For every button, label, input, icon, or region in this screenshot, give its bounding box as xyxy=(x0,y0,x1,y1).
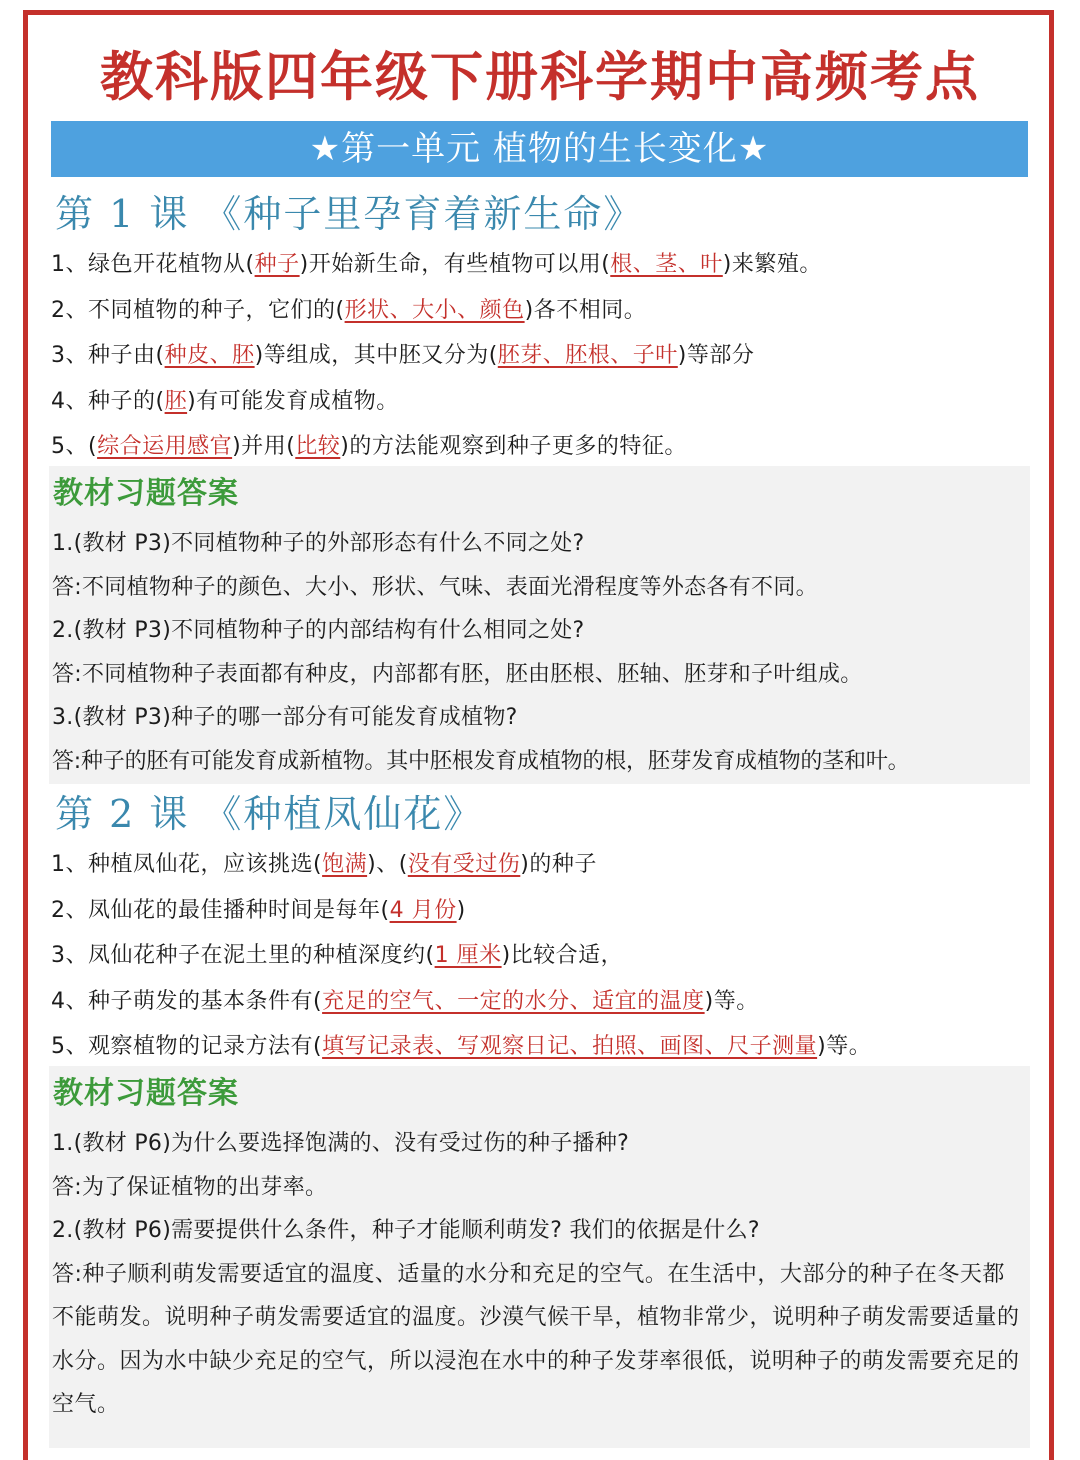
point-text: 2、不同植物的种子，它们的( xyxy=(51,297,345,323)
point-text: )等部分 xyxy=(677,343,755,368)
lesson-2-point-3 xyxy=(51,933,1028,979)
point-text: 3、凤仙花种子在泥土里的种植深度约( xyxy=(51,943,435,968)
page-title: 教科版四年级下册科学期中高频考点 xyxy=(100,47,980,108)
lesson-2-title: 第 2 课 《种植凤仙花》 xyxy=(55,792,484,836)
point-text: )有可能发育成植物。 xyxy=(187,388,399,414)
answer-blank: 比较 xyxy=(295,434,341,459)
lesson-2-exercise-panel xyxy=(49,1066,1030,1448)
lesson-1-section xyxy=(51,186,1028,470)
lesson-2-point-1 xyxy=(51,842,1028,888)
answer-blank: 根、茎、叶 xyxy=(610,252,723,277)
point-text: 4、种子萌发的基本条件有( xyxy=(51,988,323,1014)
exercise-question: 2.(教材 P6)需要提供什么条件，种子才能顺利萌发? 我们的依据是什么? xyxy=(52,1218,760,1243)
lesson-1-title: 第 1 课 《种子里孕育着新生命》 xyxy=(55,192,644,236)
answer-blank: 充足的空气、一定的水分、适宜的温度 xyxy=(322,988,705,1014)
exercise-long-answer: 答:种子顺利萌发需要适宜的温度、适量的水分和充足的空气。在生活中，大部分的种子在冬天都不能萌发。说明种子萌发需要适宜的温度。沙漠气候干旱，植物非常少，说明种子萌发需要适量的水分。因为水中缺少充足的空气，所以浸泡在水中的种子发芽率很低，说明种子的萌发需要充足的空气。 xyxy=(52,1261,1020,1417)
point-text: )并用( xyxy=(232,434,296,459)
point-text: 3、种子由( xyxy=(51,343,165,368)
answer-blank: 填写记录表、写观察日记、拍照、画图、尺子测量 xyxy=(322,1034,818,1059)
point-text: 5、( xyxy=(51,434,98,459)
lesson-1-exercise-panel xyxy=(49,466,1030,784)
lesson-1-point-2 xyxy=(51,288,1028,334)
point-text: )的种子 xyxy=(520,852,597,877)
point-text: 5、观察植物的记录方法有( xyxy=(51,1034,323,1059)
answer-blank: 4 月份 xyxy=(389,897,457,923)
point-text: )等。 xyxy=(704,988,759,1014)
answer-blank: 胚 xyxy=(164,388,188,414)
lesson-1-point-4 xyxy=(51,379,1028,425)
point-text: )各不相同。 xyxy=(524,297,647,323)
answer-blank: 胚芽、胚根、子叶 xyxy=(497,343,678,368)
exercise-answer: 答:不同植物种子表面都有种皮，内部都有胚，胚由胚根、胚轴、胚芽和子叶组成。 xyxy=(52,661,863,687)
answer-blank: 综合运用感官 xyxy=(97,434,233,459)
answer-blank: 饱满 xyxy=(322,852,368,877)
exercise-question: 2.(教材 P3)不同植物种子的内部结构有什么相同之处? xyxy=(52,618,585,643)
point-text: )等。 xyxy=(817,1034,872,1059)
point-text: 1、种植凤仙花，应该挑选( xyxy=(51,852,323,877)
lesson-1-point-3 xyxy=(51,333,1028,379)
exercise-answer: 答:为了保证植物的出芽率。 xyxy=(52,1174,328,1200)
point-text: )来繁殖。 xyxy=(722,252,822,277)
point-text: )比较合适， xyxy=(501,943,624,968)
point-text: 2、凤仙花的最佳播种时间是每年( xyxy=(51,897,390,923)
unit-banner: ★第一单元 植物的生长变化★ xyxy=(51,121,1028,177)
answer-blank: 形状、大小、颜色 xyxy=(344,297,525,323)
lesson-1-point-1 xyxy=(51,242,1028,288)
lesson-1-point-5 xyxy=(51,424,1028,470)
point-text: )开始新生命，有些植物可以用( xyxy=(299,252,611,277)
lesson-2-section xyxy=(51,786,1028,1070)
point-text: )的方法能观察到种子更多的特征。 xyxy=(340,434,687,459)
point-text: ) xyxy=(456,897,466,923)
point-text: 4、种子的( xyxy=(51,388,165,414)
exercise-question: 1.(教材 P3)不同植物种子的外部形态有什么不同之处? xyxy=(52,531,585,556)
answer-blank: 种皮、胚 xyxy=(164,343,255,368)
answer-blank: 种子 xyxy=(254,252,300,277)
lesson-2-point-2 xyxy=(51,888,1028,934)
lesson-2-point-5 xyxy=(51,1024,1028,1070)
exercise-answer: 答:种子的胚有可能发育成新植物。其中胚根发育成植物的根，胚芽发育成植物的茎和叶。 xyxy=(52,748,910,774)
point-text: )等组成，其中胚又分为( xyxy=(254,343,498,368)
answer-blank: 没有受过伤 xyxy=(407,852,521,877)
exercise-answer: 答:不同植物种子的颜色、大小、形状、气味、表面光滑程度等外态各有不同。 xyxy=(52,574,818,600)
point-text: )、( xyxy=(367,852,408,877)
lesson-2-point-4 xyxy=(51,979,1028,1025)
exercise-question: 3.(教材 P3)种子的哪一部分有可能发育成植物? xyxy=(52,705,518,730)
exercise-title: 教材习题答案 xyxy=(53,476,239,511)
point-text: 1、绿色开花植物从( xyxy=(51,252,255,277)
exercise-title: 教材习题答案 xyxy=(53,1076,239,1111)
answer-blank: 1 厘米 xyxy=(434,943,502,968)
exercise-question: 1.(教材 P6)为什么要选择饱满的、没有受过伤的种子播种? xyxy=(52,1131,630,1156)
